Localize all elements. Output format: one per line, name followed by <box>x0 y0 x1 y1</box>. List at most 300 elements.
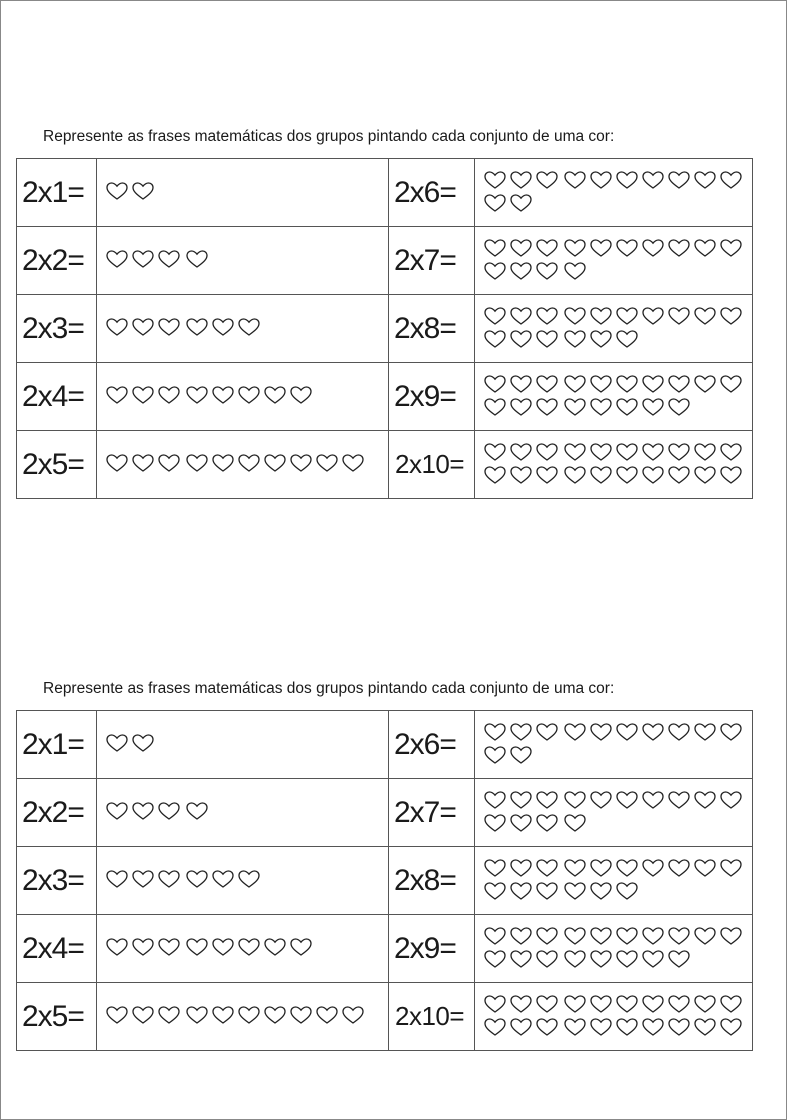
table-row <box>17 431 753 499</box>
heart-outline-icon <box>615 994 639 1014</box>
heart-outline-icon <box>641 238 665 258</box>
heart-outline-icon <box>535 397 559 417</box>
heart-line <box>105 733 384 756</box>
heart-outline-icon <box>615 306 639 326</box>
heart-outline-icon <box>509 442 533 462</box>
heart-outline-icon <box>563 306 587 326</box>
equation-label: 2x7= <box>389 227 475 295</box>
heart-line <box>105 181 384 204</box>
heart-line <box>483 170 748 193</box>
equation-label: 2x6= <box>389 159 475 227</box>
heart-line <box>105 937 384 960</box>
heart-outline-icon <box>667 465 691 485</box>
hearts-cell <box>97 227 389 295</box>
heart-outline-icon <box>483 790 507 810</box>
heart-outline-icon <box>237 869 261 889</box>
heart-outline-icon <box>185 937 209 957</box>
heart-outline-icon <box>641 858 665 878</box>
heart-outline-icon <box>131 453 155 473</box>
heart-outline-icon <box>131 181 155 201</box>
heart-outline-icon <box>641 397 665 417</box>
hearts-cell <box>97 295 389 363</box>
heart-outline-icon <box>535 442 559 462</box>
heart-outline-icon <box>483 170 507 190</box>
heart-line <box>483 926 748 949</box>
multiplication-table <box>16 158 753 499</box>
hearts-cell <box>475 363 753 431</box>
heart-outline-icon <box>641 994 665 1014</box>
heart-outline-icon <box>535 465 559 485</box>
heart-outline-icon <box>693 858 717 878</box>
heart-outline-icon <box>483 465 507 485</box>
heart-outline-icon <box>563 813 587 833</box>
table-row <box>17 363 753 431</box>
equation-label: 2x10= <box>389 983 475 1051</box>
heart-outline-icon <box>563 465 587 485</box>
heart-outline-icon <box>131 937 155 957</box>
heart-outline-icon <box>563 170 587 190</box>
heart-outline-icon <box>641 949 665 969</box>
heart-outline-icon <box>509 881 533 901</box>
heart-outline-icon <box>589 722 613 742</box>
heart-line <box>105 249 384 272</box>
heart-outline-icon <box>185 1005 209 1025</box>
heart-outline-icon <box>641 1017 665 1037</box>
heart-outline-icon <box>237 937 261 957</box>
heart-outline-icon <box>667 994 691 1014</box>
hearts-cell <box>97 847 389 915</box>
hearts-cell <box>97 363 389 431</box>
heart-outline-icon <box>615 858 639 878</box>
heart-outline-icon <box>667 238 691 258</box>
hearts-cell <box>475 983 753 1051</box>
equation-label: 2x4= <box>17 363 97 431</box>
heart-outline-icon <box>563 1017 587 1037</box>
heart-outline-icon <box>535 790 559 810</box>
heart-outline-icon <box>667 722 691 742</box>
heart-outline-icon <box>615 1017 639 1037</box>
heart-outline-icon <box>719 994 743 1014</box>
hearts-cell <box>475 847 753 915</box>
heart-outline-icon <box>693 994 717 1014</box>
heart-outline-icon <box>157 1005 181 1025</box>
heart-outline-icon <box>589 858 613 878</box>
heart-outline-icon <box>289 385 313 405</box>
heart-outline-icon <box>615 397 639 417</box>
hearts-cell <box>475 295 753 363</box>
hearts-cell <box>475 431 753 499</box>
heart-outline-icon <box>185 869 209 889</box>
heart-outline-icon <box>641 722 665 742</box>
heart-outline-icon <box>667 858 691 878</box>
heart-outline-icon <box>693 442 717 462</box>
heart-outline-icon <box>157 317 181 337</box>
heart-outline-icon <box>105 181 129 201</box>
table-row <box>17 915 753 983</box>
heart-outline-icon <box>483 261 507 281</box>
equation-label: 2x3= <box>17 847 97 915</box>
heart-line <box>483 994 748 1017</box>
heart-line <box>105 1005 384 1028</box>
heart-line <box>483 306 748 329</box>
heart-outline-icon <box>615 722 639 742</box>
heart-outline-icon <box>105 385 129 405</box>
equation-label: 2x5= <box>17 431 97 499</box>
equation-label: 2x8= <box>389 847 475 915</box>
heart-outline-icon <box>509 790 533 810</box>
hearts-cell <box>97 983 389 1051</box>
table-row <box>17 779 753 847</box>
heart-outline-icon <box>693 306 717 326</box>
heart-outline-icon <box>509 926 533 946</box>
heart-outline-icon <box>509 193 533 213</box>
heart-outline-icon <box>693 926 717 946</box>
heart-outline-icon <box>483 949 507 969</box>
heart-outline-icon <box>105 937 129 957</box>
instruction-text: Represente as frases matemáticas dos grupos pintando cada conjunto de uma cor: <box>43 680 615 697</box>
heart-outline-icon <box>563 329 587 349</box>
heart-outline-icon <box>483 329 507 349</box>
heart-line <box>105 869 384 892</box>
heart-outline-icon <box>535 170 559 190</box>
heart-outline-icon <box>211 453 235 473</box>
instruction-text: Represente as frases matemáticas dos grupos pintando cada conjunto de uma cor: <box>43 128 615 145</box>
heart-outline-icon <box>185 249 209 269</box>
heart-outline-icon <box>535 329 559 349</box>
heart-outline-icon <box>589 329 613 349</box>
heart-outline-icon <box>563 926 587 946</box>
heart-line <box>483 465 748 488</box>
heart-outline-icon <box>237 317 261 337</box>
heart-outline-icon <box>263 453 287 473</box>
heart-outline-icon <box>483 745 507 765</box>
heart-outline-icon <box>563 261 587 281</box>
heart-line <box>483 881 748 904</box>
heart-outline-icon <box>263 1005 287 1025</box>
heart-outline-icon <box>589 465 613 485</box>
heart-outline-icon <box>719 790 743 810</box>
heart-outline-icon <box>719 858 743 878</box>
equation-label: 2x1= <box>17 711 97 779</box>
equation-label: 2x6= <box>389 711 475 779</box>
heart-outline-icon <box>667 306 691 326</box>
heart-line <box>483 813 748 836</box>
heart-outline-icon <box>535 949 559 969</box>
equation-label: 2x8= <box>389 295 475 363</box>
heart-outline-icon <box>563 238 587 258</box>
equation-label: 2x4= <box>17 915 97 983</box>
heart-line <box>483 397 748 420</box>
heart-line <box>483 949 748 972</box>
heart-outline-icon <box>509 238 533 258</box>
heart-outline-icon <box>535 722 559 742</box>
heart-outline-icon <box>589 170 613 190</box>
heart-outline-icon <box>509 745 533 765</box>
heart-outline-icon <box>563 949 587 969</box>
heart-outline-icon <box>719 238 743 258</box>
heart-outline-icon <box>483 858 507 878</box>
heart-line <box>483 722 748 745</box>
heart-outline-icon <box>563 397 587 417</box>
heart-outline-icon <box>105 453 129 473</box>
heart-outline-icon <box>341 453 365 473</box>
heart-outline-icon <box>719 306 743 326</box>
heart-outline-icon <box>341 1005 365 1025</box>
heart-outline-icon <box>719 926 743 946</box>
heart-outline-icon <box>483 238 507 258</box>
heart-line <box>105 453 384 476</box>
heart-outline-icon <box>509 858 533 878</box>
heart-outline-icon <box>615 926 639 946</box>
heart-outline-icon <box>483 813 507 833</box>
heart-line <box>483 442 748 465</box>
table-row <box>17 159 753 227</box>
equation-label: 2x10= <box>389 431 475 499</box>
heart-outline-icon <box>483 442 507 462</box>
heart-outline-icon <box>483 374 507 394</box>
heart-outline-icon <box>131 385 155 405</box>
heart-outline-icon <box>641 465 665 485</box>
heart-outline-icon <box>211 869 235 889</box>
heart-outline-icon <box>667 1017 691 1037</box>
heart-outline-icon <box>535 261 559 281</box>
heart-outline-icon <box>667 926 691 946</box>
heart-outline-icon <box>157 937 181 957</box>
equation-label: 2x1= <box>17 159 97 227</box>
equation-label: 2x3= <box>17 295 97 363</box>
hearts-cell <box>475 779 753 847</box>
hearts-cell <box>97 711 389 779</box>
heart-outline-icon <box>509 465 533 485</box>
heart-outline-icon <box>615 170 639 190</box>
heart-outline-icon <box>509 261 533 281</box>
heart-outline-icon <box>483 397 507 417</box>
heart-outline-icon <box>509 306 533 326</box>
heart-outline-icon <box>237 385 261 405</box>
heart-line <box>483 745 748 768</box>
heart-outline-icon <box>157 249 181 269</box>
heart-outline-icon <box>693 1017 717 1037</box>
table-row <box>17 983 753 1051</box>
hearts-cell <box>475 227 753 295</box>
heart-outline-icon <box>563 881 587 901</box>
heart-outline-icon <box>211 385 235 405</box>
heart-outline-icon <box>719 170 743 190</box>
multiplication-table <box>16 710 753 1051</box>
heart-outline-icon <box>315 453 339 473</box>
heart-outline-icon <box>185 801 209 821</box>
heart-outline-icon <box>589 238 613 258</box>
heart-outline-icon <box>719 1017 743 1037</box>
heart-outline-icon <box>667 397 691 417</box>
heart-line <box>105 385 384 408</box>
heart-outline-icon <box>263 937 287 957</box>
heart-outline-icon <box>693 238 717 258</box>
heart-outline-icon <box>131 801 155 821</box>
heart-outline-icon <box>105 869 129 889</box>
heart-outline-icon <box>289 453 313 473</box>
heart-outline-icon <box>509 397 533 417</box>
heart-outline-icon <box>509 813 533 833</box>
heart-outline-icon <box>509 949 533 969</box>
hearts-cell <box>97 915 389 983</box>
equation-label: 2x2= <box>17 227 97 295</box>
heart-line <box>483 329 748 352</box>
heart-outline-icon <box>589 881 613 901</box>
heart-line <box>483 790 748 813</box>
heart-outline-icon <box>535 238 559 258</box>
heart-line <box>483 858 748 881</box>
equation-label: 2x7= <box>389 779 475 847</box>
heart-outline-icon <box>615 790 639 810</box>
heart-outline-icon <box>131 733 155 753</box>
equation-label: 2x5= <box>17 983 97 1051</box>
heart-outline-icon <box>509 329 533 349</box>
heart-outline-icon <box>667 949 691 969</box>
heart-outline-icon <box>509 170 533 190</box>
heart-outline-icon <box>483 306 507 326</box>
heart-outline-icon <box>131 869 155 889</box>
heart-outline-icon <box>211 937 235 957</box>
heart-outline-icon <box>589 926 613 946</box>
heart-outline-icon <box>509 1017 533 1037</box>
heart-outline-icon <box>105 317 129 337</box>
heart-outline-icon <box>615 949 639 969</box>
heart-outline-icon <box>589 1017 613 1037</box>
heart-outline-icon <box>563 790 587 810</box>
heart-outline-icon <box>509 722 533 742</box>
heart-outline-icon <box>667 790 691 810</box>
table-row <box>17 711 753 779</box>
heart-outline-icon <box>563 858 587 878</box>
heart-outline-icon <box>535 881 559 901</box>
heart-outline-icon <box>211 317 235 337</box>
heart-outline-icon <box>641 374 665 394</box>
heart-outline-icon <box>719 374 743 394</box>
equation-label: 2x9= <box>389 363 475 431</box>
heart-outline-icon <box>185 317 209 337</box>
heart-outline-icon <box>719 442 743 462</box>
heart-outline-icon <box>589 442 613 462</box>
heart-outline-icon <box>693 465 717 485</box>
heart-outline-icon <box>131 249 155 269</box>
heart-outline-icon <box>157 385 181 405</box>
heart-outline-icon <box>483 881 507 901</box>
heart-outline-icon <box>535 994 559 1014</box>
heart-line <box>483 238 748 261</box>
heart-outline-icon <box>589 397 613 417</box>
heart-outline-icon <box>483 926 507 946</box>
heart-outline-icon <box>667 170 691 190</box>
heart-outline-icon <box>693 722 717 742</box>
hearts-cell <box>97 159 389 227</box>
heart-outline-icon <box>563 722 587 742</box>
heart-outline-icon <box>589 994 613 1014</box>
heart-outline-icon <box>615 442 639 462</box>
heart-outline-icon <box>693 374 717 394</box>
heart-outline-icon <box>131 317 155 337</box>
hearts-cell <box>475 915 753 983</box>
heart-outline-icon <box>509 994 533 1014</box>
heart-outline-icon <box>483 1017 507 1037</box>
heart-outline-icon <box>157 869 181 889</box>
hearts-cell <box>97 431 389 499</box>
heart-outline-icon <box>615 238 639 258</box>
heart-outline-icon <box>535 374 559 394</box>
heart-line <box>483 193 748 216</box>
heart-outline-icon <box>289 1005 313 1025</box>
heart-outline-icon <box>535 813 559 833</box>
heart-outline-icon <box>105 1005 129 1025</box>
heart-outline-icon <box>483 994 507 1014</box>
heart-line <box>483 261 748 284</box>
heart-outline-icon <box>105 249 129 269</box>
heart-outline-icon <box>105 733 129 753</box>
heart-outline-icon <box>509 374 533 394</box>
heart-outline-icon <box>535 306 559 326</box>
heart-outline-icon <box>589 306 613 326</box>
table-row <box>17 295 753 363</box>
heart-outline-icon <box>615 465 639 485</box>
heart-outline-icon <box>615 329 639 349</box>
equation-label: 2x2= <box>17 779 97 847</box>
heart-line <box>483 374 748 397</box>
heart-outline-icon <box>641 790 665 810</box>
heart-outline-icon <box>641 170 665 190</box>
heart-outline-icon <box>693 790 717 810</box>
heart-outline-icon <box>615 374 639 394</box>
heart-outline-icon <box>693 170 717 190</box>
heart-outline-icon <box>131 1005 155 1025</box>
heart-outline-icon <box>535 858 559 878</box>
heart-outline-icon <box>535 1017 559 1037</box>
heart-outline-icon <box>157 801 181 821</box>
heart-outline-icon <box>237 1005 261 1025</box>
heart-outline-icon <box>289 937 313 957</box>
equation-label: 2x9= <box>389 915 475 983</box>
heart-outline-icon <box>719 722 743 742</box>
heart-outline-icon <box>641 306 665 326</box>
heart-outline-icon <box>237 453 261 473</box>
heart-outline-icon <box>563 442 587 462</box>
heart-outline-icon <box>615 881 639 901</box>
heart-outline-icon <box>641 442 665 462</box>
heart-line <box>105 801 384 824</box>
heart-outline-icon <box>589 790 613 810</box>
heart-outline-icon <box>483 193 507 213</box>
heart-outline-icon <box>589 949 613 969</box>
heart-outline-icon <box>667 442 691 462</box>
hearts-cell <box>97 779 389 847</box>
heart-outline-icon <box>211 1005 235 1025</box>
heart-outline-icon <box>589 374 613 394</box>
hearts-cell <box>475 711 753 779</box>
heart-line <box>483 1017 748 1040</box>
heart-outline-icon <box>185 453 209 473</box>
heart-outline-icon <box>641 926 665 946</box>
table-row <box>17 227 753 295</box>
heart-outline-icon <box>483 722 507 742</box>
table-row <box>17 847 753 915</box>
heart-outline-icon <box>263 385 287 405</box>
heart-outline-icon <box>105 801 129 821</box>
heart-line <box>105 317 384 340</box>
heart-outline-icon <box>535 926 559 946</box>
heart-outline-icon <box>315 1005 339 1025</box>
heart-outline-icon <box>157 453 181 473</box>
heart-outline-icon <box>563 994 587 1014</box>
heart-outline-icon <box>719 465 743 485</box>
